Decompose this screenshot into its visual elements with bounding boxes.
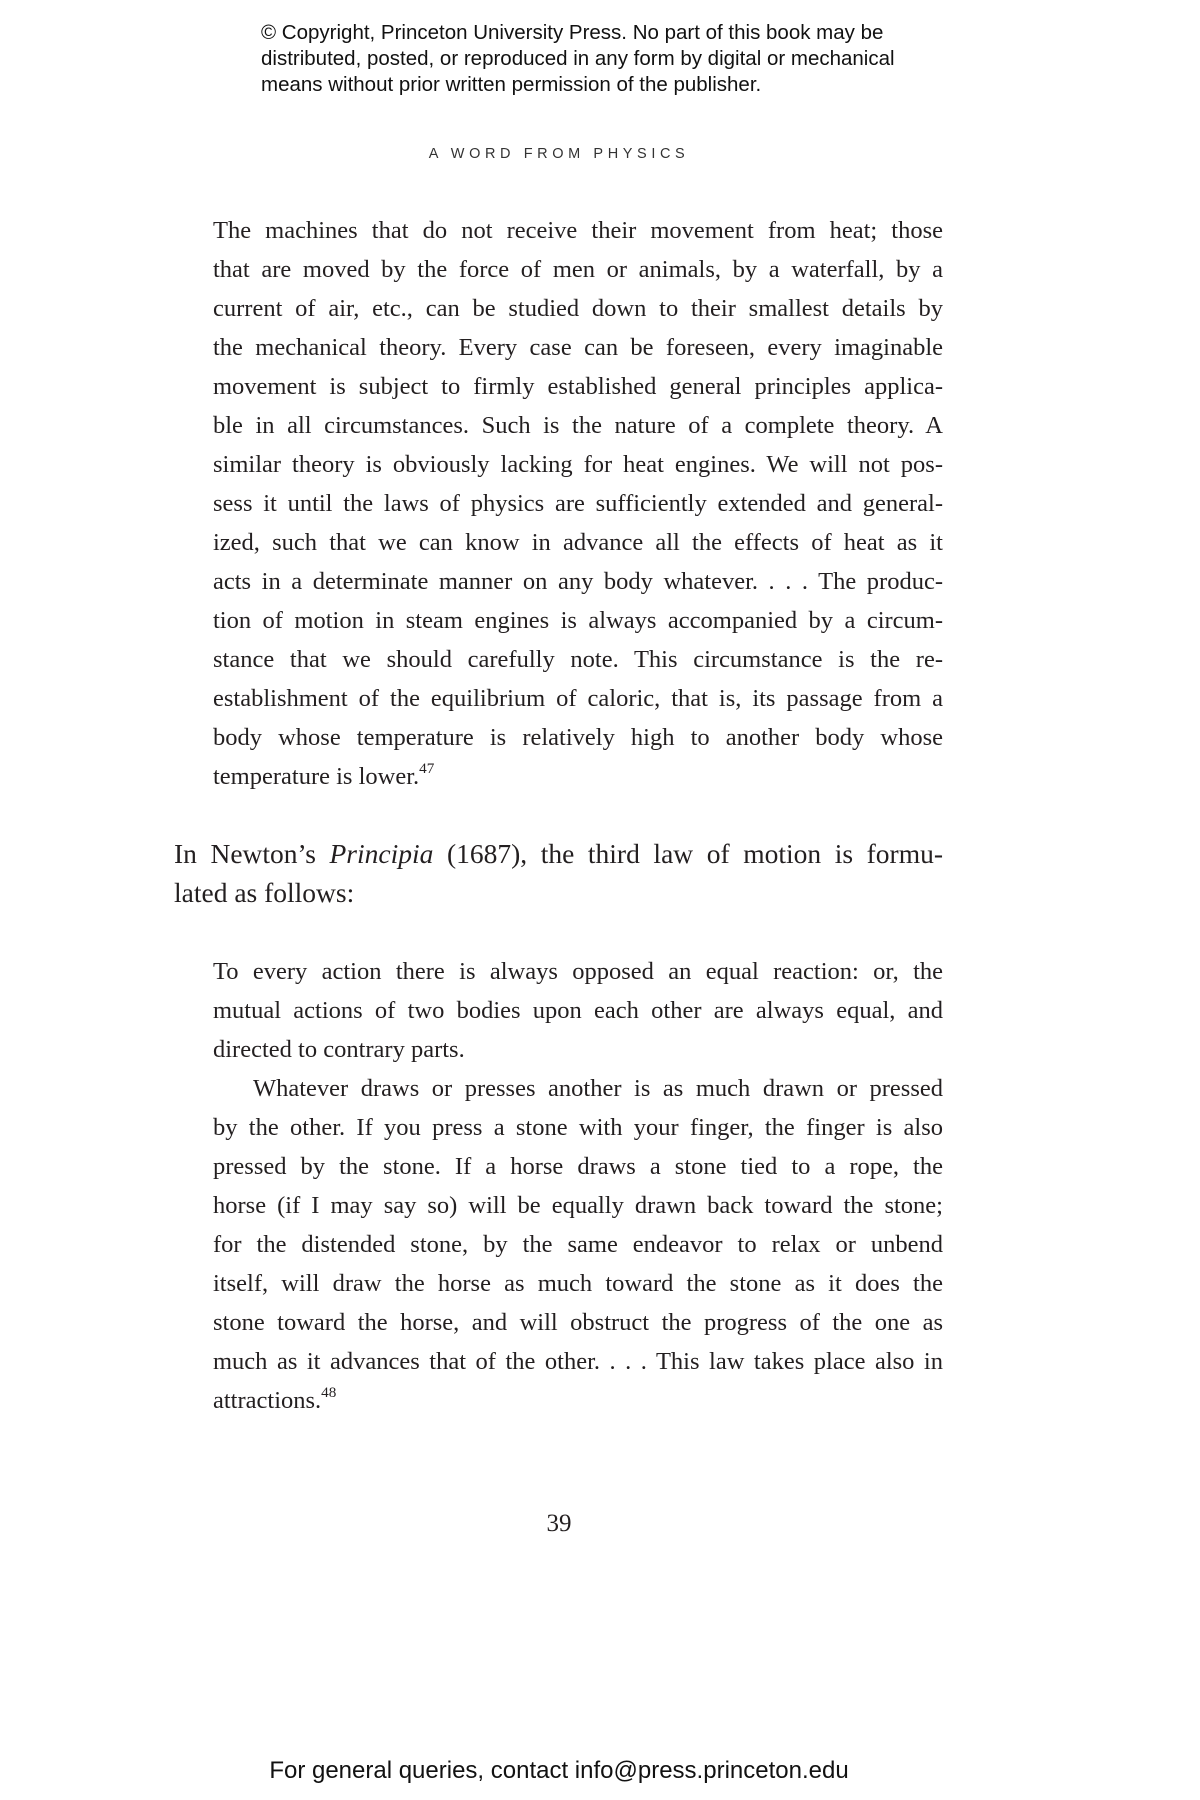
quote-line: pressed by the stone. If a horse draws a stone tied to a rope, the <box>213 1153 943 1180</box>
block-quote-carnot <box>213 211 943 796</box>
quote-line: much as it advances that of the other. . . . This law takes place also in <box>213 1348 943 1375</box>
footer-contact: For general queries, contact info@press.princeton.edu <box>269 1757 849 1784</box>
quote-line: directed to contrary parts. <box>213 1036 465 1063</box>
quote-line-text: temperature is lower. <box>213 763 420 790</box>
quote-line: by the other. If you press a stone with your finger, the finger is also <box>213 1114 943 1141</box>
footnote-marker: 48 <box>321 1383 337 1401</box>
running-head: A WORD FROM PHYSICS <box>428 146 690 162</box>
book-title-italic: Principia <box>329 838 434 869</box>
quote-line: movement is subject to firmly established general principles applica- <box>213 373 943 400</box>
quote-line: The machines that do not receive their movement from heat; those <box>213 217 943 244</box>
copyright-line: distributed, posted, or reproduced in any form by digital or mechanical <box>261 47 895 70</box>
body-line <box>174 834 943 873</box>
quote-line: To every action there is always opposed an equal reaction: or, the <box>213 958 943 985</box>
body-text-after: (1687), the third law of motion is formu- <box>433 838 943 869</box>
quote-line: sess it until the laws of physics are sufficiently extended and general- <box>213 490 943 517</box>
quote-line: itself, will draw the horse as much toward the stone as it does the <box>213 1270 943 1297</box>
quote-line: stone toward the horse, and will obstruct the progress of the one as <box>213 1309 943 1336</box>
copyright-notice <box>261 20 961 98</box>
footnote-marker: 47 <box>419 759 435 777</box>
quote-line: ized, such that we can know in advance all the effects of heat as it <box>213 529 943 556</box>
quote-line: stance that we should carefully note. This circumstance is the re- <box>213 646 943 673</box>
quote-line: body whose temperature is relatively high to another body whose <box>213 724 943 751</box>
quote-line: horse (if I may say so) will be equally drawn back toward the stone; <box>213 1192 943 1219</box>
quote-line: similar theory is obviously lacking for heat engines. We will not pos- <box>213 451 943 478</box>
quote-line: the mechanical theory. Every case can be foreseen, every imaginable <box>213 334 943 361</box>
page-number: 39 <box>546 1510 572 1537</box>
block-quote-newton <box>213 952 943 1420</box>
quote-line: tion of motion in steam engines is always accompanied by a circum- <box>213 607 943 634</box>
quote-line: current of air, etc., can be studied down to their smallest details by <box>213 295 943 322</box>
quote-line-text: attractions. <box>213 1387 322 1414</box>
quote-line: establishment of the equilibrium of caloric, that is, its passage from a <box>213 685 943 712</box>
body-text-before: In Newton’s <box>174 838 330 869</box>
body-line: lated as follows: <box>174 877 355 908</box>
quote-line: for the distended stone, by the same endeavor to relax or unbend <box>213 1231 943 1258</box>
quote-last-line <box>213 757 943 796</box>
quote-line: acts in a determinate manner on any body whatever. . . . The produc- <box>213 568 943 595</box>
quote-line: ble in all circumstances. Such is the nature of a complete theory. A <box>213 412 943 439</box>
quote-line: Whatever draws or presses another is as much drawn or pressed <box>253 1075 943 1102</box>
copyright-line: © Copyright, Princeton University Press. No part of this book may be <box>261 21 884 44</box>
copyright-line: means without prior written permission of the publisher. <box>261 73 762 96</box>
quote-last-line <box>213 1381 943 1420</box>
quote-line: mutual actions of two bodies upon each other are always equal, and <box>213 997 943 1024</box>
body-paragraph <box>174 834 943 912</box>
quote-line: that are moved by the force of men or animals, by a waterfall, by a <box>213 256 943 283</box>
